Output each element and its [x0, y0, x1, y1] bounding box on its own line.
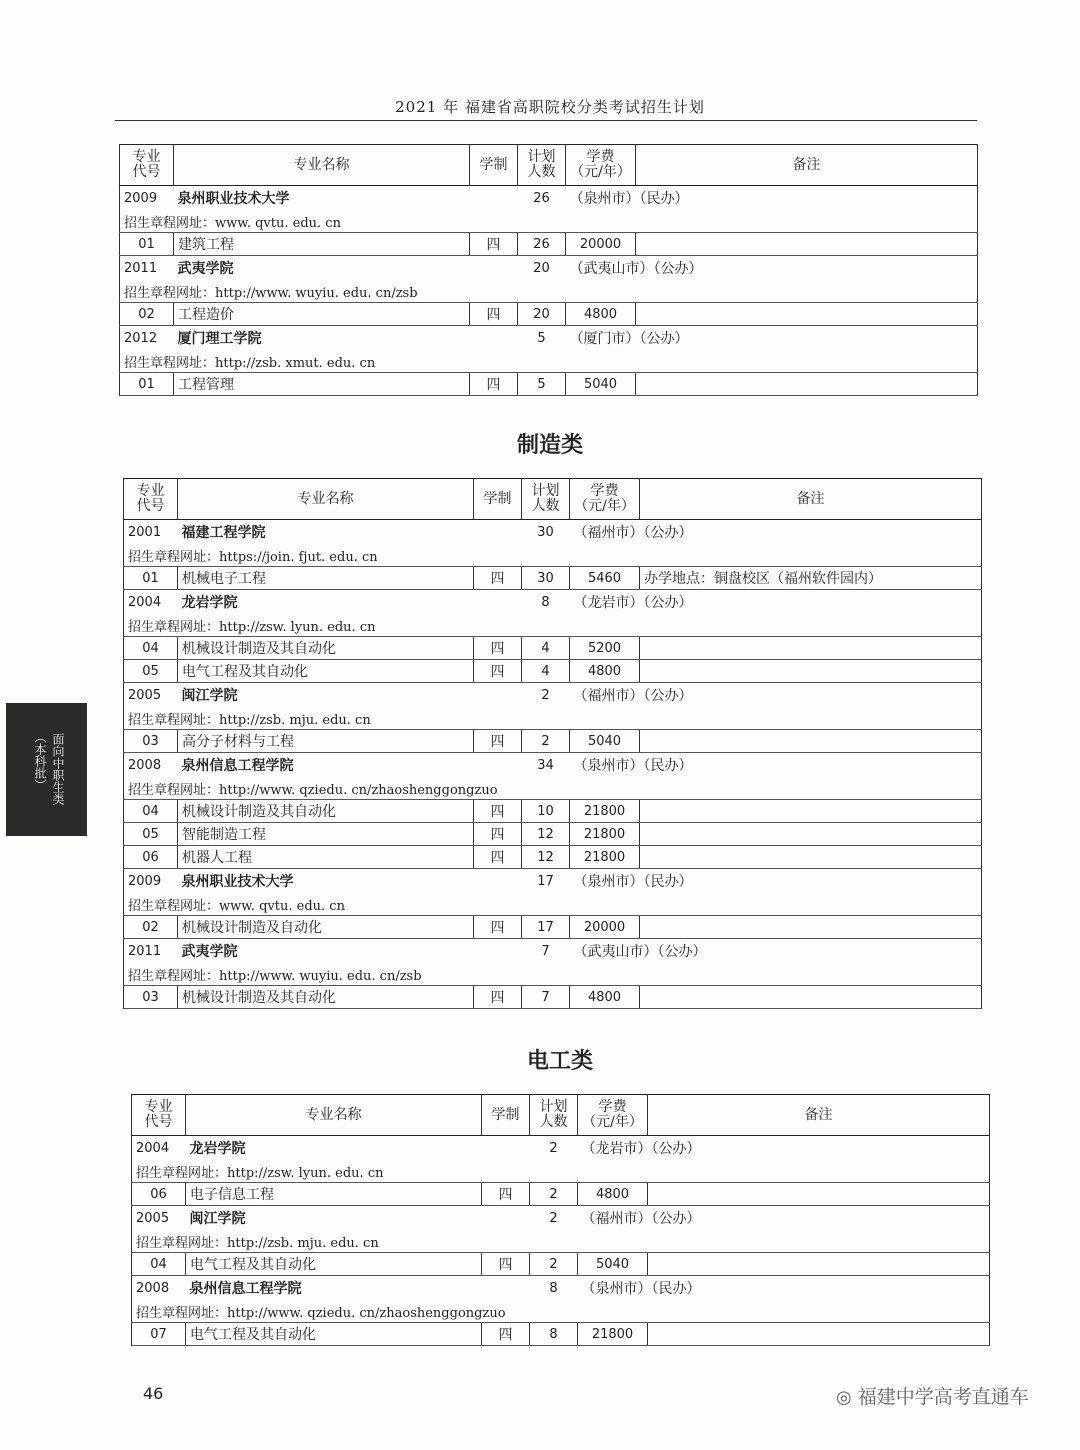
page-number: 46	[143, 1384, 164, 1403]
school-name: 龙岩学院	[189, 1141, 246, 1157]
sidebar-tab	[6, 703, 87, 836]
watermark-text: 福建中学高考直通车	[857, 1386, 1029, 1408]
major-fee: 4800	[570, 660, 640, 683]
major-code: 05	[124, 823, 178, 846]
school-spacer	[474, 753, 522, 778]
school-site-row	[124, 963, 982, 986]
major-plan: 2	[522, 730, 570, 753]
school-admission-url: 招生章程网址：www. qvtu. edu. cn	[124, 893, 982, 916]
school-plan: 7	[541, 943, 550, 959]
school-name: 泉州信息工程学院	[189, 1281, 302, 1297]
major-row	[124, 986, 982, 1009]
school-plan: 26	[533, 190, 550, 206]
major-row	[120, 373, 978, 396]
major-plan: 10	[522, 800, 570, 823]
school-site-row	[120, 280, 978, 303]
school-remark: （泉州市）（民办）	[570, 753, 982, 778]
column-header-duration: 学制	[470, 145, 518, 186]
school-name: 福建工程学院	[181, 525, 266, 541]
major-remark	[640, 660, 982, 683]
major-plan: 26	[518, 233, 566, 256]
major-duration: 四	[470, 303, 518, 326]
major-code: 01	[120, 233, 174, 256]
major-duration: 四	[470, 233, 518, 256]
column-header-fee: 学费 （元/年）	[578, 1095, 648, 1136]
school-plan: 8	[549, 1280, 558, 1296]
column-header-remark: 备注	[640, 479, 982, 520]
major-row	[124, 846, 982, 869]
school-name: 武夷学院	[177, 261, 234, 277]
school-remark: （武夷山市）（公办）	[566, 256, 978, 281]
column-header-code: 专业 代号	[132, 1095, 186, 1136]
school-remark: （龙岩市）（公办）	[570, 590, 982, 615]
school-admission-url: 招生章程网址：http://zsw. lyun. edu. cn	[132, 1160, 990, 1183]
column-header-code: 专业 代号	[120, 145, 174, 186]
school-spacer	[474, 590, 522, 615]
column-header-remark: 备注	[636, 145, 978, 186]
table-header-row	[120, 145, 978, 186]
plan-table-electrical	[131, 1094, 990, 1346]
school-plan: 20	[533, 260, 550, 276]
major-fee: 20000	[566, 233, 636, 256]
major-name: 工程造价	[174, 303, 470, 326]
major-duration: 四	[474, 916, 522, 939]
column-header-fee: 学费 （元/年）	[566, 145, 636, 186]
major-row	[124, 823, 982, 846]
school-spacer	[470, 326, 518, 351]
school-remark: （泉州市）（民办）	[566, 186, 978, 211]
column-header-plan: 计划 人数	[530, 1095, 578, 1136]
school-site-row	[132, 1160, 990, 1183]
major-remark	[640, 637, 982, 660]
major-remark: 办学地点：铜盘校区（福州软件园内）	[640, 567, 982, 590]
school-row	[124, 590, 982, 615]
wechat-icon: ◎	[836, 1387, 852, 1408]
school-spacer	[474, 869, 522, 894]
school-site-row	[124, 777, 982, 800]
major-duration: 四	[482, 1323, 530, 1346]
major-remark	[640, 823, 982, 846]
major-duration: 四	[482, 1183, 530, 1206]
school-remark: （福州市）（公办）	[578, 1206, 990, 1231]
section-title-electrical: 电工类	[526, 1049, 593, 1074]
school-site-row	[120, 350, 978, 373]
major-duration: 四	[470, 373, 518, 396]
school-code: 2011	[124, 939, 178, 964]
major-plan: 7	[522, 986, 570, 1009]
major-plan: 30	[522, 567, 570, 590]
school-code: 2011	[120, 256, 174, 281]
school-spacer	[470, 256, 518, 281]
major-row	[120, 233, 978, 256]
major-row	[124, 567, 982, 590]
school-site-row	[124, 893, 982, 916]
major-duration: 四	[474, 637, 522, 660]
school-admission-url: 招生章程网址：http://zsb. mju. edu. cn	[132, 1230, 990, 1253]
major-plan: 12	[522, 846, 570, 869]
school-row	[124, 520, 982, 545]
column-header-name: 专业名称	[186, 1095, 482, 1136]
major-duration: 四	[474, 823, 522, 846]
major-remark	[640, 916, 982, 939]
page-header: 2021 年 福建省高职院校分类考试招生计划	[395, 98, 705, 116]
school-row	[120, 186, 978, 211]
major-row	[124, 637, 982, 660]
major-name: 电气工程及其自动化	[178, 660, 474, 683]
school-admission-url: 招生章程网址：http://zsb. mju. edu. cn	[124, 707, 982, 730]
school-row	[132, 1276, 990, 1301]
school-plan: 17	[537, 873, 554, 889]
school-code: 2001	[124, 520, 178, 545]
major-row	[120, 303, 978, 326]
column-header-code: 专业 代号	[124, 479, 178, 520]
major-code: 05	[124, 660, 178, 683]
school-admission-url: 招生章程网址：http://www. wuyiu. edu. cn/zsb	[120, 280, 978, 303]
column-header-plan: 计划 人数	[522, 479, 570, 520]
major-fee: 21800	[570, 800, 640, 823]
major-remark	[648, 1253, 990, 1276]
school-remark: （泉州市）（民办）	[578, 1276, 990, 1301]
major-plan: 4	[522, 637, 570, 660]
major-duration: 四	[474, 567, 522, 590]
major-plan: 17	[522, 916, 570, 939]
school-plan: 2	[541, 687, 550, 703]
school-code: 2008	[124, 753, 178, 778]
school-site-row	[120, 210, 978, 233]
school-spacer	[474, 520, 522, 545]
school-spacer	[482, 1206, 530, 1231]
major-fee: 5200	[570, 637, 640, 660]
major-plan: 2	[530, 1183, 578, 1206]
major-remark	[636, 233, 978, 256]
major-plan: 5	[518, 373, 566, 396]
major-code: 06	[124, 846, 178, 869]
school-site-row	[124, 614, 982, 637]
major-name: 机械电子工程	[178, 567, 474, 590]
column-header-duration: 学制	[482, 1095, 530, 1136]
major-name: 电子信息工程	[186, 1183, 482, 1206]
major-duration: 四	[482, 1253, 530, 1276]
school-row	[124, 869, 982, 894]
school-name: 厦门理工学院	[177, 331, 262, 347]
school-plan: 8	[541, 594, 550, 610]
school-name: 泉州职业技术大学	[181, 874, 294, 890]
major-name: 机械设计制造及其自动化	[178, 800, 474, 823]
school-plan: 30	[537, 524, 554, 540]
school-row	[120, 256, 978, 281]
column-header-name: 专业名称	[178, 479, 474, 520]
major-row	[124, 730, 982, 753]
school-name: 泉州职业技术大学	[177, 191, 290, 207]
major-code: 04	[124, 800, 178, 823]
column-header-fee: 学费 （元/年）	[570, 479, 640, 520]
school-spacer	[474, 683, 522, 708]
watermark	[836, 1382, 1029, 1409]
major-code: 02	[124, 916, 178, 939]
school-remark: （武夷山市）（公办）	[570, 939, 982, 964]
major-remark	[640, 730, 982, 753]
school-name: 泉州信息工程学院	[181, 758, 294, 774]
school-code: 2005	[132, 1206, 186, 1231]
school-site-row	[124, 544, 982, 567]
school-row	[132, 1206, 990, 1231]
major-plan: 8	[530, 1323, 578, 1346]
major-code: 03	[124, 730, 178, 753]
table-header-row	[132, 1095, 990, 1136]
major-code: 01	[124, 567, 178, 590]
school-row	[120, 326, 978, 351]
school-spacer	[470, 186, 518, 211]
major-fee: 4800	[570, 986, 640, 1009]
major-remark	[636, 303, 978, 326]
major-fee: 21800	[570, 846, 640, 869]
school-spacer	[482, 1276, 530, 1301]
major-name: 机器人工程	[178, 846, 474, 869]
major-remark	[640, 846, 982, 869]
major-plan: 20	[518, 303, 566, 326]
major-fee: 5040	[566, 373, 636, 396]
major-row	[124, 800, 982, 823]
plan-table-section-0	[119, 144, 978, 396]
sidebar-label-category: 面向中职生类	[51, 733, 65, 805]
header-rule	[115, 120, 977, 121]
school-plan: 34	[537, 757, 554, 773]
table-header-row	[124, 479, 982, 520]
major-duration: 四	[474, 730, 522, 753]
major-row	[132, 1183, 990, 1206]
major-code: 04	[132, 1253, 186, 1276]
school-code: 2004	[124, 590, 178, 615]
plan-table-manufacturing	[123, 478, 982, 1009]
school-admission-url: 招生章程网址：http://www. wuyiu. edu. cn/zsb	[124, 963, 982, 986]
major-name: 智能制造工程	[178, 823, 474, 846]
school-spacer	[482, 1136, 530, 1161]
major-duration: 四	[474, 846, 522, 869]
school-site-row	[132, 1230, 990, 1253]
school-plan: 2	[549, 1210, 558, 1226]
major-name: 建筑工程	[174, 233, 470, 256]
school-admission-url: 招生章程网址：http://www. qziedu. cn/zhaoshenggongzuo	[124, 777, 982, 800]
school-code: 2009	[120, 186, 174, 211]
column-header-duration: 学制	[474, 479, 522, 520]
school-remark: （龙岩市）（公办）	[578, 1136, 990, 1161]
major-code: 02	[120, 303, 174, 326]
major-remark	[636, 373, 978, 396]
major-duration: 四	[474, 660, 522, 683]
school-code: 2009	[124, 869, 178, 894]
major-name: 机械设计制造及其自动化	[178, 986, 474, 1009]
major-remark	[640, 986, 982, 1009]
major-name: 工程管理	[174, 373, 470, 396]
major-fee: 5460	[570, 567, 640, 590]
major-plan: 2	[530, 1253, 578, 1276]
school-site-row	[132, 1300, 990, 1323]
school-name: 武夷学院	[181, 944, 238, 960]
major-fee: 21800	[578, 1323, 648, 1346]
major-code: 07	[132, 1323, 186, 1346]
school-row	[124, 683, 982, 708]
school-admission-url: 招生章程网址：http://zsb. xmut. edu. cn	[120, 350, 978, 373]
school-row	[124, 753, 982, 778]
school-code: 2008	[132, 1276, 186, 1301]
major-name: 电气工程及其自动化	[186, 1253, 482, 1276]
school-remark: （福州市）（公办）	[570, 520, 982, 545]
school-code: 2004	[132, 1136, 186, 1161]
major-fee: 4800	[566, 303, 636, 326]
major-fee: 20000	[570, 916, 640, 939]
major-name: 机械设计制造及其自动化	[178, 637, 474, 660]
major-plan: 12	[522, 823, 570, 846]
school-admission-url: 招生章程网址：http://zsw. lyun. edu. cn	[124, 614, 982, 637]
school-spacer	[474, 939, 522, 964]
school-name: 龙岩学院	[181, 595, 238, 611]
school-admission-url: 招生章程网址：http://www. qziedu. cn/zhaoshenggongzuo	[132, 1300, 990, 1323]
section-title-manufacturing: 制造类	[516, 433, 583, 458]
school-code: 2012	[120, 326, 174, 351]
school-admission-url: 招生章程网址：www. qvtu. edu. cn	[120, 210, 978, 233]
school-name: 闽江学院	[189, 1211, 246, 1227]
major-fee: 4800	[578, 1183, 648, 1206]
major-duration: 四	[474, 800, 522, 823]
major-row	[124, 660, 982, 683]
major-name: 电气工程及其自动化	[186, 1323, 482, 1346]
major-row	[132, 1323, 990, 1346]
school-admission-url: 招生章程网址：https://join. fjut. edu. cn	[124, 544, 982, 567]
major-row	[124, 916, 982, 939]
school-name: 闽江学院	[181, 688, 238, 704]
major-duration: 四	[474, 986, 522, 1009]
major-remark	[640, 800, 982, 823]
school-code: 2005	[124, 683, 178, 708]
major-row	[132, 1253, 990, 1276]
major-code: 03	[124, 986, 178, 1009]
school-remark: （厦门市）（公办）	[566, 326, 978, 351]
major-code: 06	[132, 1183, 186, 1206]
major-name: 机械设计制造及自动化	[178, 916, 474, 939]
column-header-remark: 备注	[648, 1095, 990, 1136]
major-fee: 21800	[570, 823, 640, 846]
major-remark	[648, 1183, 990, 1206]
major-fee: 5040	[570, 730, 640, 753]
column-header-plan: 计划 人数	[518, 145, 566, 186]
sidebar-label-batch: （本科批）	[33, 731, 47, 791]
school-row	[124, 939, 982, 964]
column-header-name: 专业名称	[174, 145, 470, 186]
major-code: 04	[124, 637, 178, 660]
school-plan: 2	[549, 1140, 558, 1156]
school-remark: （福州市）（公办）	[570, 683, 982, 708]
major-remark	[648, 1323, 990, 1346]
major-fee: 5040	[578, 1253, 648, 1276]
major-name: 高分子材料与工程	[178, 730, 474, 753]
school-site-row	[124, 707, 982, 730]
school-remark: （泉州市）（民办）	[570, 869, 982, 894]
school-row	[132, 1136, 990, 1161]
major-code: 01	[120, 373, 174, 396]
major-plan: 4	[522, 660, 570, 683]
school-plan: 5	[537, 330, 546, 346]
